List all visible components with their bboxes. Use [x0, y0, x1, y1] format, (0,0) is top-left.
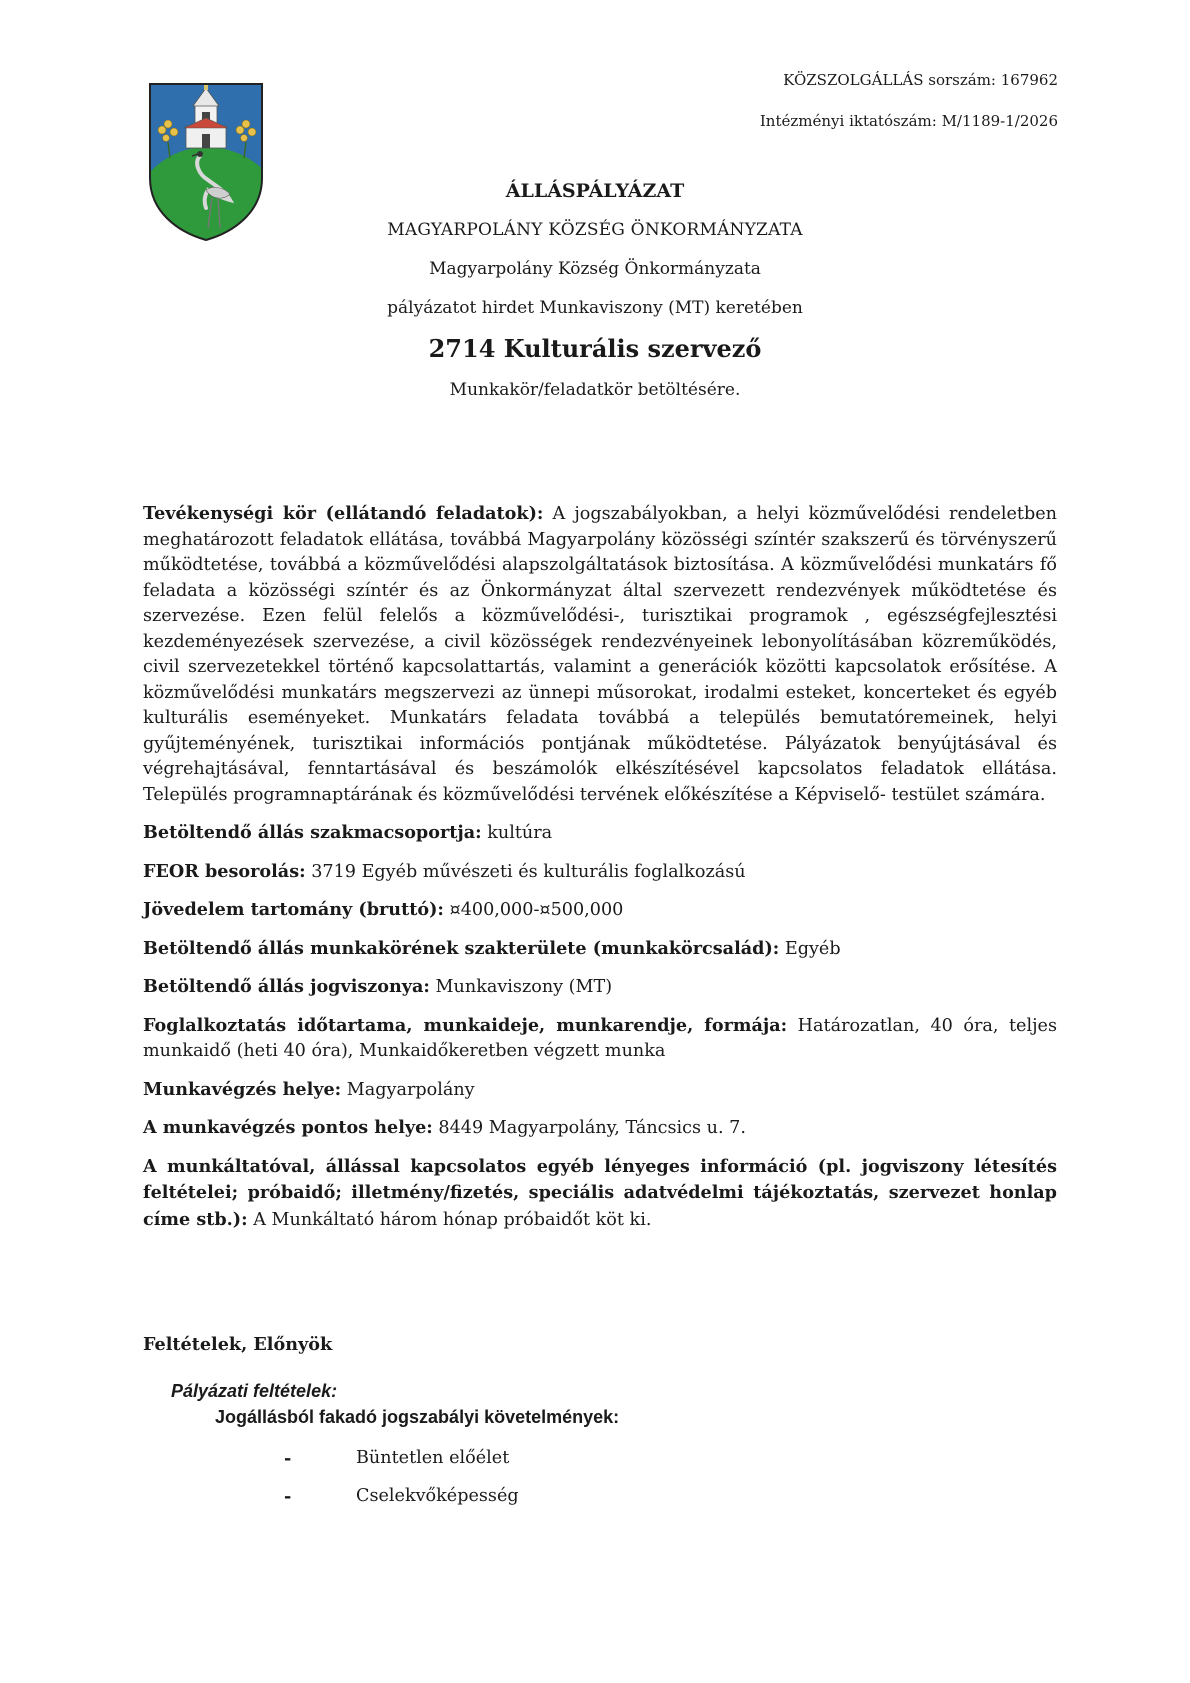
field-value: 8449 Magyarpolány, Táncsics u. 7. — [432, 1118, 746, 1138]
organization-name: Magyarpolány Község Önkormányzata — [429, 259, 761, 279]
announcement-line: pályázatot hirdet Munkaviszony (MT) keretében — [387, 298, 803, 318]
bullet-dash: - — [284, 1486, 292, 1507]
field-label: Betöltendő állás jogviszonya: — [143, 976, 430, 997]
field-value: 3719 Egyéb művészeti és kulturális foglalkozású — [305, 861, 746, 882]
field-paragraph — [143, 1013, 1057, 1065]
field-label: Tevékenységi kör (ellátandó feladatok): — [143, 503, 544, 524]
iktatoszam-label: Intézményi iktatószám: M/1189-1/2026 — [759, 112, 1058, 130]
bullet-dash: - — [284, 1448, 292, 1469]
field-label: A munkavégzés pontos helye: — [143, 1117, 433, 1138]
position-subtitle: Munkakör/feladatkör betöltésére. — [449, 380, 741, 400]
organization-caps: MAGYARPOLÁNY KÖZSÉG ÖNKORMÁNYZATA — [387, 220, 803, 240]
legal-requirements-heading: Jogállásból fakadó jogszabályi követelmények: — [215, 1407, 620, 1427]
field-value: Határozatlan, 40 óra, teljes munkaidő (heti 40 óra), Munkaidőkeretben végzett munka — [143, 1015, 1057, 1061]
field-paragraph — [143, 897, 1057, 924]
field-paragraph — [143, 1077, 1057, 1104]
field-paragraph — [143, 936, 1057, 963]
field-label: Foglalkoztatás időtartama, munkaideje, munkarendje, formája: — [143, 1014, 788, 1036]
field-label: Jövedelem tartomány (bruttó): — [143, 899, 444, 920]
field-label: FEOR besorolás: — [143, 860, 306, 882]
list-item-text: Cselekvőképesség — [356, 1486, 519, 1506]
document-title: ÁLLÁSPÁLYÁZAT — [505, 180, 685, 202]
field-paragraph — [143, 501, 1057, 808]
application-conditions-heading: Pályázati feltételek: — [171, 1381, 338, 1401]
field-value: Munkaviszony (MT) — [429, 977, 613, 997]
conditions-heading: Feltételek, Előnyök — [143, 1334, 333, 1355]
field-label: A munkáltatóval, állással kapcsolatos egyéb lényeges információ (pl. jogviszony létesítés feltételei; próbaidő; illetmény/fizetés, speciális adatvédelmi tájékoztatás, szervezet honlap címe stb.): — [143, 1155, 1057, 1230]
field-value: kultúra — [481, 823, 553, 843]
field-paragraph — [143, 820, 1057, 847]
field-label: Betöltendő állás munkakörének szakterülete (munkakörcsalád): — [143, 937, 780, 959]
list-item-text: Büntetlen előélet — [356, 1448, 510, 1468]
field-paragraph — [143, 974, 1057, 1001]
field-paragraph — [143, 859, 1057, 886]
field-label: Betöltendő állás szakmacsoportja: — [143, 822, 482, 843]
sorszam-label: KÖZSZOLGÁLLÁS sorszám: 167962 — [783, 71, 1058, 89]
field-value: ¤400,000-¤500,000 — [443, 900, 624, 920]
field-value: Magyarpolány — [341, 1079, 475, 1100]
job-details — [143, 501, 1057, 1245]
position-title: 2714 Kulturális szervező — [428, 334, 762, 363]
field-value: A jogszabályokban, a helyi közművelődési rendeletben meghatározott feladatok ellátása, továbbá Magyarpolány közösségi színtér szakszerű és törvényszerű működtetése, továbbá a közművelődési alapszolgáltatások biztosítása. A közművelődési munkatárs fő feladata a közösségi színtér és az Önkormányzat által szervezett rendezvények működtetése és szervezése. Ezen felül felelős a közművelődési-, turisztikai programok , egészségfejlesztési kezdeményezések szervezése, a civil közösségek rendezvényeinek lebonyolításában közreműködés, civil szervezetekkel történő kapcsolattartás, valamint a generációk közötti kapcsolatok erősítése. A közművelődési munkatárs megszervezi az ünnepi műsorokat, irodalmi esteket, koncerteket és egyéb kulturális eseményeket. Munkatárs feladata továbbá a település bemutatóremeinek, helyi gyűjteményének, turisztikai információs pontjának működtetése. Pályázatok benyújtásával és végrehajtásával, fenntartásával és beszámolók elkészítésével kapcsolatos feladatok ellátása. Település programnaptárának és közművelődési tervének előkészítése a Képviselő- testület számára. — [143, 504, 1057, 805]
field-value: Egyéb — [779, 938, 841, 959]
field-label: Munkavégzés helye: — [143, 1078, 342, 1100]
field-paragraph — [143, 1154, 1057, 1234]
field-paragraph — [143, 1115, 1057, 1142]
document-header — [0, 180, 1190, 400]
document-meta — [760, 70, 1058, 131]
field-value: A Munkáltató három hónap próbaidőt köt ki. — [247, 1209, 652, 1230]
